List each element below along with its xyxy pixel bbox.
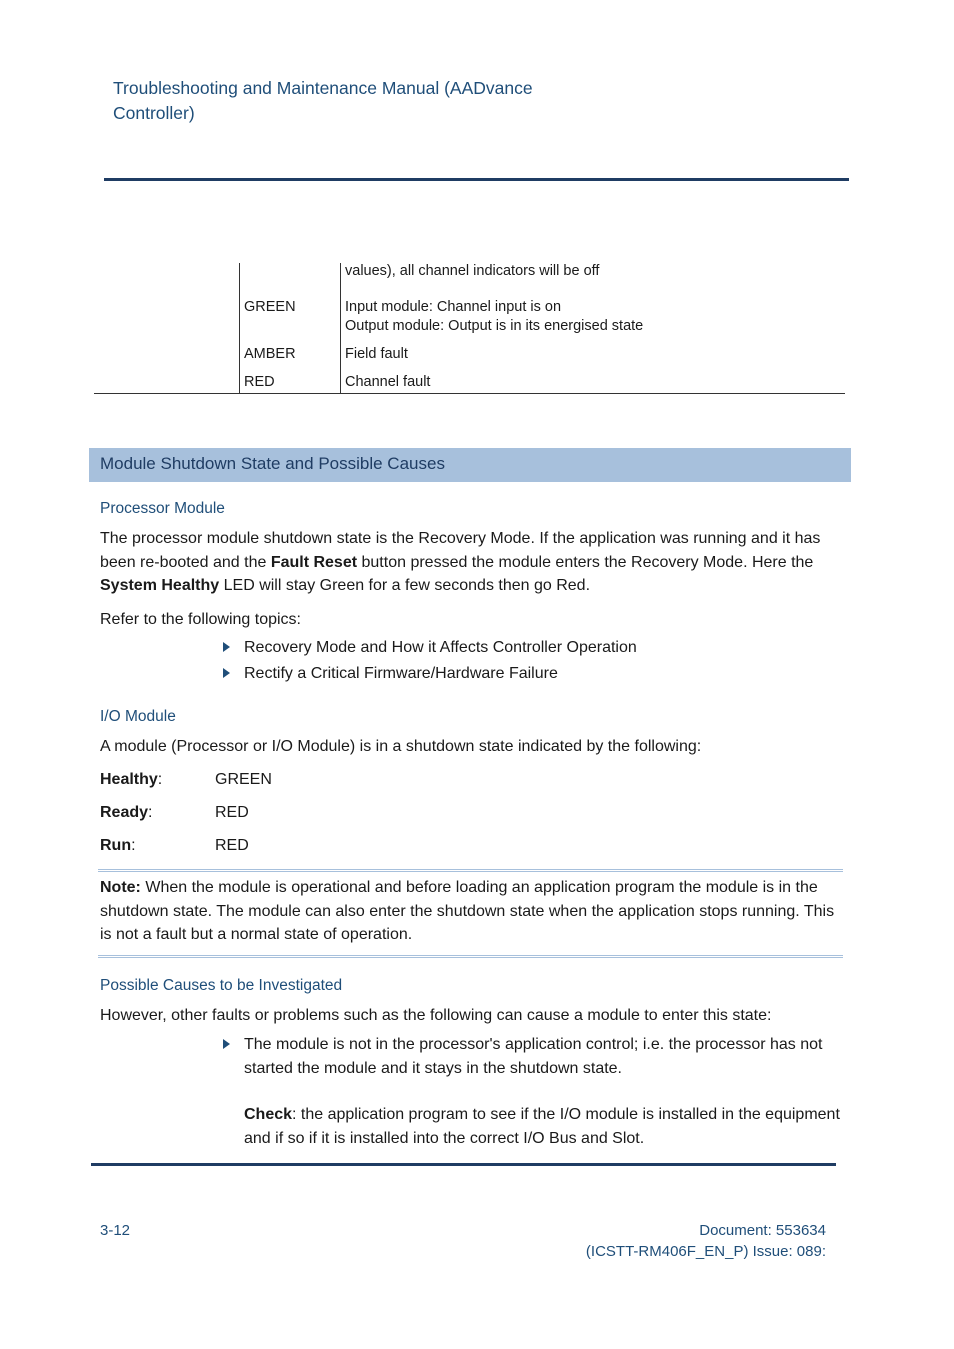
note-text: Note: When the module is operational and before loading an application program the module is in the shutdown state. The module can also enter the shutdown state when the application stops running. This is not a fault but a normal state of operation. xyxy=(100,879,835,943)
io-intro: A module (Processor or I/O Module) is in a shutdown state indicated by the following: xyxy=(100,738,702,755)
bullet-arrow-icon xyxy=(223,668,230,678)
led-label-run: Run: xyxy=(100,837,136,854)
table-bottom-border xyxy=(94,393,845,394)
topic-link-critical-failure[interactable]: Rectify a Critical Firmware/Hardware Failure xyxy=(244,665,558,682)
table-cell-description: Channel fault xyxy=(345,374,431,390)
table-cell-state: GREEN xyxy=(244,299,296,315)
bullet-arrow-icon xyxy=(223,642,230,652)
header-divider xyxy=(104,178,849,181)
note-bottom-rule xyxy=(98,955,843,958)
processor-paragraph: The processor module shutdown state is the Recovery Mode. If the application was running and it has been re-booted and the Fault Reset button pressed the module enters the Recovery Mode. Here the System Healthy LED will stay Green for a few seconds then go Red. xyxy=(100,530,821,594)
led-label-ready: Ready: xyxy=(100,804,153,821)
document-title: Troubleshooting and Maintenance Manual (AADvance Controller) xyxy=(113,78,533,123)
table-cell-state: AMBER xyxy=(244,346,296,362)
refer-text: Refer to the following topics: xyxy=(100,611,301,628)
check-text: Check: the application program to see if the I/O module is installed in the equipment and if so if it is installed into the correct I/O Bus and Slot. xyxy=(244,1106,840,1147)
table-cell-description: Output module: Output is in its energised state xyxy=(345,318,644,334)
cause-bullet: The module is not in the processor's application control; i.e. the processor has not started the module and it stays in the shutdown state. xyxy=(244,1036,823,1077)
causes-intro: However, other faults or problems such as the following can cause a module to enter this state: xyxy=(100,1007,772,1024)
table-cell-description: Field fault xyxy=(345,346,408,362)
section-title: Module Shutdown State and Possible Causes xyxy=(100,454,445,473)
bullet-arrow-icon xyxy=(223,1039,230,1049)
led-value-ready: RED xyxy=(215,804,249,821)
led-value-run: RED xyxy=(215,837,249,854)
io-module-heading: I/O Module xyxy=(100,708,176,725)
page-number: 3-12 xyxy=(100,1222,131,1239)
table-column-divider xyxy=(340,263,341,393)
led-label-healthy: Healthy: xyxy=(100,771,163,788)
section-banner xyxy=(89,448,851,482)
document-number: Document: 553634 xyxy=(699,1222,826,1239)
document-issue: (ICSTT-RM406F_EN_P) Issue: 089: xyxy=(585,1243,826,1260)
table-column-divider xyxy=(239,263,240,393)
topic-link-recovery-mode[interactable]: Recovery Mode and How it Affects Controller Operation xyxy=(244,639,637,656)
table-cell-description: values), all channel indicators will be off xyxy=(345,263,600,279)
possible-causes-heading: Possible Causes to be Investigated xyxy=(100,977,343,994)
footer-divider xyxy=(91,1163,836,1166)
processor-module-heading: Processor Module xyxy=(100,500,225,517)
note-top-rule xyxy=(98,869,843,872)
led-value-healthy: GREEN xyxy=(215,771,272,788)
table-cell-description: Input module: Channel input is on xyxy=(345,299,562,315)
table-cell-state: RED xyxy=(244,374,275,390)
